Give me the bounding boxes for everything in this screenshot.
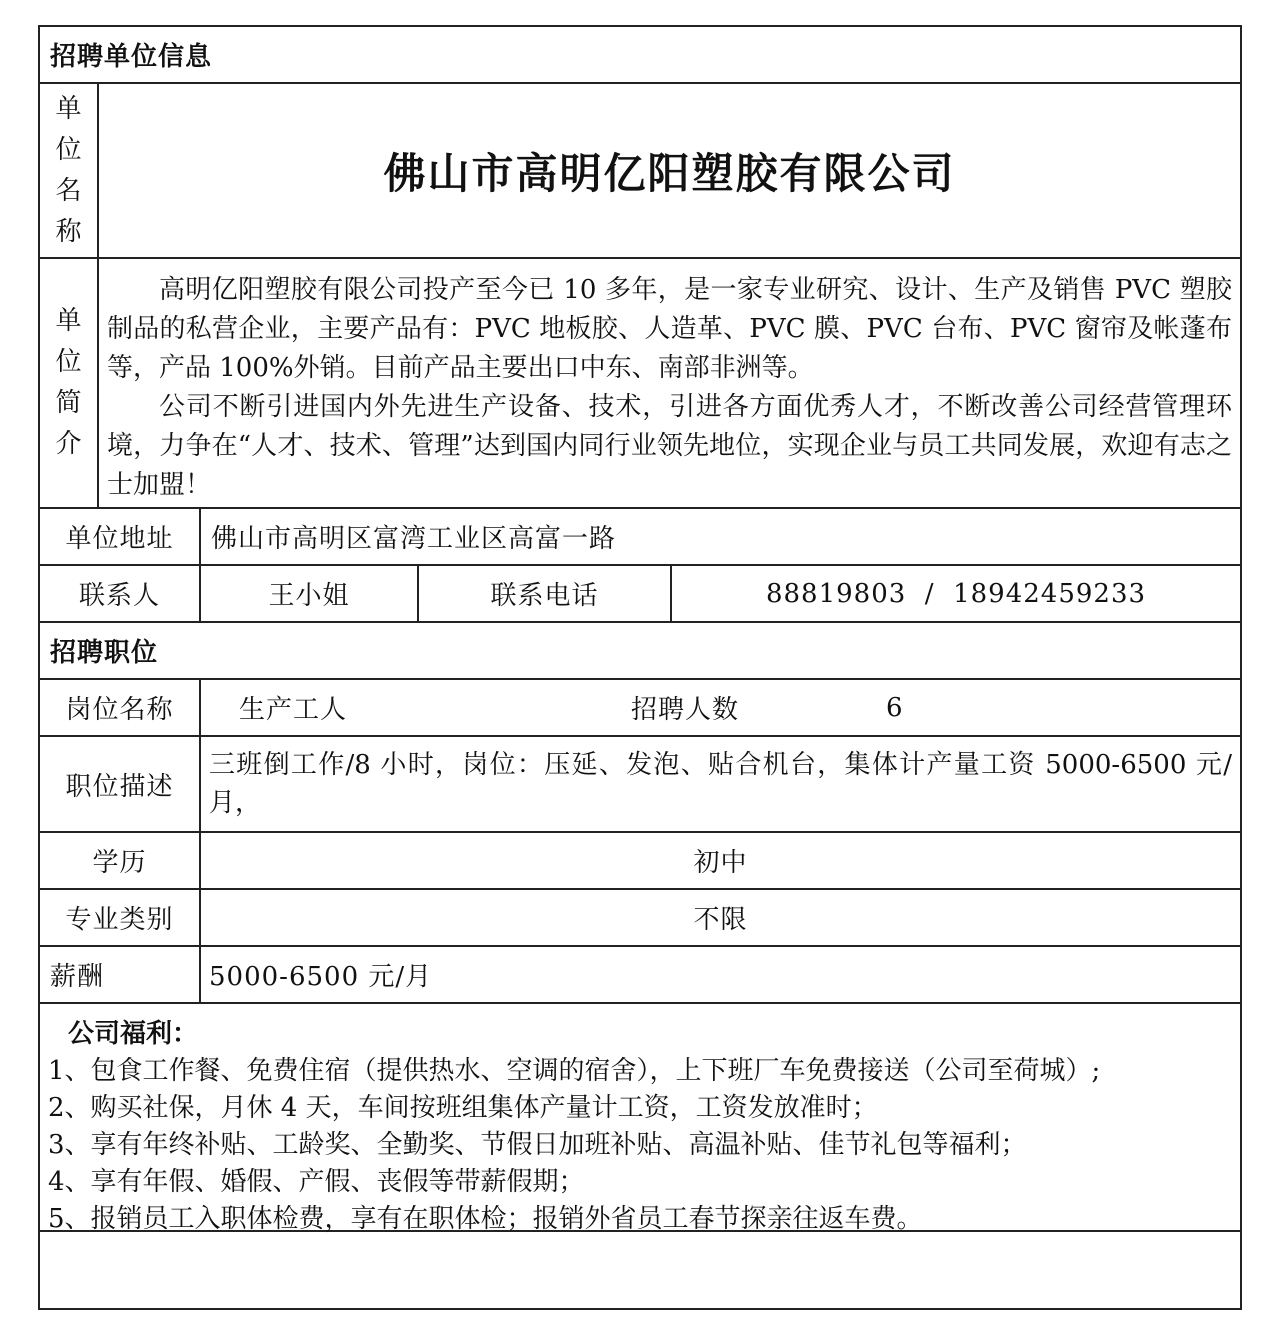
address-row xyxy=(40,509,1240,566)
label-char: 名 xyxy=(55,175,82,206)
major-value: 不限 xyxy=(199,890,1240,945)
section-title-company xyxy=(40,27,1240,84)
company-intro-label xyxy=(40,259,97,507)
description-label: 职位描述 xyxy=(65,771,174,802)
label-char: 称 xyxy=(55,216,82,247)
salary-value: 5000-6500 元/月 xyxy=(199,947,1240,1002)
welfare-item: 4、享有年假、婚假、产假、丧假等带薪假期； xyxy=(48,1167,585,1197)
headcount-value: 6 xyxy=(886,692,904,723)
education-label: 学历 xyxy=(92,848,147,878)
label-char: 单 xyxy=(55,306,82,336)
welfare-item: 3、享有年终补贴、工龄奖、全勤奖、节假日加班补贴、高温补贴、佳节礼包等福利； xyxy=(48,1130,1027,1160)
section-title-job xyxy=(40,623,1240,680)
label-char: 介 xyxy=(55,429,82,459)
description-row xyxy=(40,737,1240,833)
position-value: 生产工人 xyxy=(239,695,348,725)
contact-label: 联系人 xyxy=(78,581,160,611)
company-name-value xyxy=(97,84,1240,257)
contact-row xyxy=(40,566,1240,623)
company-intro-value xyxy=(97,259,1240,507)
welfare-item: 2、购买社保，月休 4 天，车间按班组集体产量计工资，工资发放准时； xyxy=(48,1093,878,1123)
company-name: 佛山市高明亿阳塑胶有限公司 xyxy=(383,148,956,198)
label-char: 简 xyxy=(55,388,82,418)
company-intro-row xyxy=(40,259,1240,509)
phone-text: 88819803 / 18942459233 xyxy=(765,578,1147,609)
address-value: 佛山市高明区富湾工业区高富一路 xyxy=(199,509,1240,564)
major-row xyxy=(40,890,1240,947)
section-title-text: 招聘职位 xyxy=(50,638,159,668)
intro-paragraph-2: 公司不断引进国内外先进生产设备、技术，引进各方面优秀人才，不断改善公司经营管理环境，力争在“人才、技术、管理”达到国内同行业领先地位，实现企业与员工共同发展，欢迎有志之士加盟！ xyxy=(107,392,1232,500)
headcount-label: 招聘人数 xyxy=(631,695,740,725)
company-name-row xyxy=(40,84,1240,259)
welfare-row xyxy=(40,1004,1240,1232)
section-title-text: 招聘单位信息 xyxy=(50,42,213,72)
salary-row xyxy=(40,947,1240,1004)
description-value: 三班倒工作/8 小时，岗位：压延、发泡、贴合机台，集体计产量工资 5000-6500 元/月， xyxy=(209,750,1232,818)
major-label: 专业类别 xyxy=(65,905,174,935)
phone-value xyxy=(670,566,1240,621)
recruitment-form xyxy=(38,25,1242,1310)
phone-label: 联系电话 xyxy=(417,566,670,621)
label-char: 位 xyxy=(55,134,82,165)
company-name-label xyxy=(40,84,97,257)
salary-label: 薪酬 xyxy=(50,962,105,992)
contact-value: 王小姐 xyxy=(199,566,417,621)
label-char: 位 xyxy=(55,347,82,377)
welfare-block xyxy=(48,1016,1236,1238)
position-label: 岗位名称 xyxy=(65,695,174,725)
education-value: 初中 xyxy=(199,833,1240,888)
empty-row xyxy=(40,1232,1240,1308)
intro-paragraph-1: 高明亿阳塑胶有限公司投产至今已 10 多年，是一家专业研究、设计、生产及销售 PVC 塑胶制品的私营企业，主要产品有：PVC 地板胶、人造革、PVC 膜、PVC 台布、PVC 窗帘及帐蓬布等，产品 100%外销。目前产品主要出口中东、南部非洲等。 xyxy=(107,275,1232,383)
address-label: 单位地址 xyxy=(65,524,174,554)
education-row xyxy=(40,833,1240,890)
welfare-item: 1、包食工作餐、免费住宿（提供热水、空调的宿舍），上下班厂车免费接送（公司至荷城）; xyxy=(48,1056,1101,1086)
position-row xyxy=(40,680,1240,737)
description-value-cell xyxy=(199,737,1240,831)
welfare-title: 公司福利： xyxy=(68,1019,199,1049)
position-value-cell xyxy=(199,680,1240,735)
welfare-item: 5、报销员工入职体检费，享有在职体检；报销外省员工春节探亲往返车费。 xyxy=(48,1204,923,1234)
label-char: 单 xyxy=(55,93,82,124)
